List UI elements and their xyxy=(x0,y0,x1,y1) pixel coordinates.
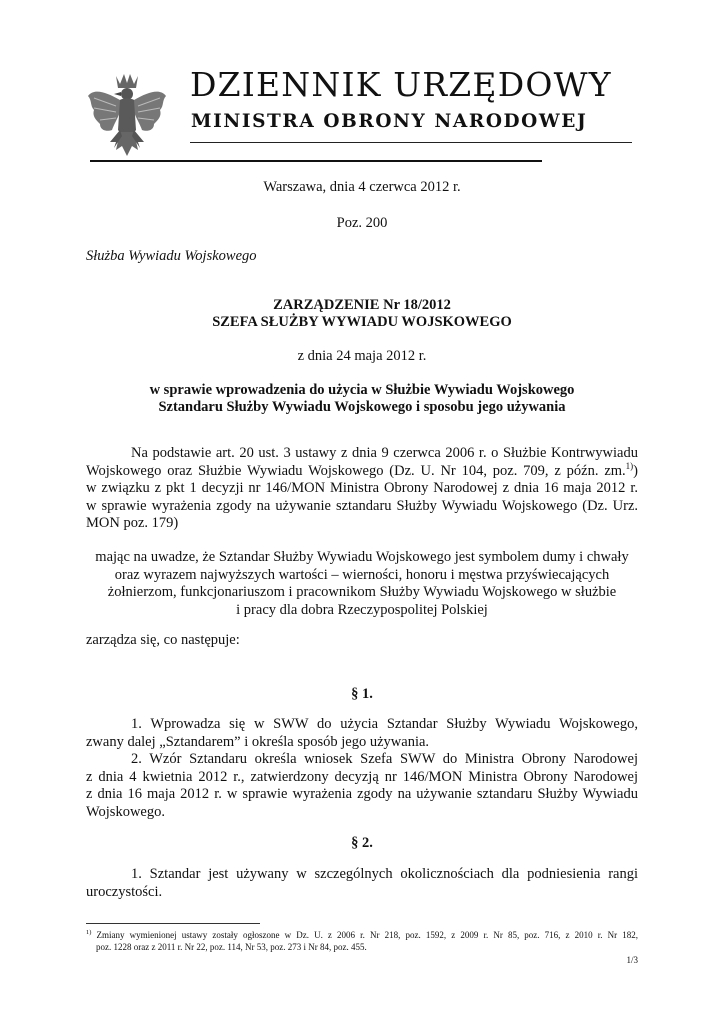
section-2-body xyxy=(86,866,638,901)
journal-title: DZIENNIK URZĘDOWY xyxy=(190,65,612,104)
section-line: uroczystości. xyxy=(86,883,163,900)
preamble-line: w sprawie wyrażenia zgody na używanie sztandaru Służby Wywiadu Wojskowego (Dz. Urz. xyxy=(86,497,638,514)
header-rule-thick xyxy=(90,160,542,162)
footnote-reference: 1) xyxy=(625,460,634,471)
footnote-text: Zmiany wymienionej ustawy zostały ogłoszone w Dz. U. z 2006 r. Nr 218, poz. 1592, z 2009 r. Nr 85, poz. 716, z 2010 r. Nr 182, xyxy=(96,930,638,940)
section-line: 1. Sztandar jest używany w szczególnych okolicznościach dla podniesienia rangi xyxy=(131,866,638,882)
journal-subtitle: MINISTRA OBRONY NARODOWEJ xyxy=(191,111,588,132)
section-1-heading: § 1. xyxy=(351,686,373,702)
footnote-line xyxy=(86,929,638,941)
preamble-line: mając na uwadze, że Sztandar Służby Wywiadu Wojskowego jest symbolem dumy i chwały xyxy=(95,549,629,565)
act-subject-line2: Sztandaru Służby Wywiadu Wojskowego i sposobu jego używania xyxy=(158,399,566,415)
preamble-line: Na podstawie art. 20 ust. 3 ustawy z dnia 9 czerwca 2006 r. o Służbie Kontrwywiadu xyxy=(131,445,638,461)
act-subject-line1: w sprawie wprowadzenia do użycia w Służbie Wywiadu Wojskowego xyxy=(149,382,575,398)
preamble-line: MON poz. 179) xyxy=(86,515,179,531)
section-line: 2. Wzór Sztandaru określa wniosek Szefa SWW do Ministra Obrony Narodowej xyxy=(131,751,638,767)
footnote-separator xyxy=(86,923,260,924)
preamble-line xyxy=(86,460,638,481)
preamble-line: i pracy dla dobra Rzeczypospolitej Polskiej xyxy=(236,601,488,618)
footnote-marker: 1) xyxy=(86,929,92,936)
section-line: zwany dalej „Sztandarem” i określa sposób jego używania. xyxy=(86,733,430,750)
position-number: Poz. 200 xyxy=(336,215,388,231)
page-number: 1/3 xyxy=(626,955,638,965)
section-line: z dnia 16 maja 2012 r. w sprawie wyrażenia zgody na używanie sztandaru Służby Wywiadu xyxy=(86,786,638,802)
issuer: Służba Wywiadu Wojskowego xyxy=(86,248,257,264)
preamble-paragraph-1 xyxy=(86,445,638,533)
act-date: z dnia 24 maja 2012 r. xyxy=(297,348,427,364)
enactment-clause: zarządza się, co następuje: xyxy=(86,632,240,648)
place-date: Warszawa, dnia 4 czerwca 2012 r. xyxy=(263,179,461,195)
section-line: Wojskowego. xyxy=(86,803,165,820)
section-line: 1. Wprowadza się w SWW do użycia Sztandar Służby Wywiadu Wojskowego, xyxy=(131,716,638,732)
act-title-line2: SZEFA SŁUŻBY WYWIADU WOJSKOWEGO xyxy=(212,314,512,330)
footnote-line: poz. 1228 oraz z 2011 r. Nr 22, poz. 114, Nr 53, poz. 273 i Nr 84, poz. 455. xyxy=(96,942,367,952)
preamble-line: w związku z pkt 1 decyzji nr 146/MON Ministra Obrony Narodowej z dnia 16 maja 2012 r. xyxy=(86,480,638,496)
section-1-body xyxy=(86,716,638,821)
preamble-paragraph-2 xyxy=(86,549,638,619)
preamble-line: żołnierzom, funkcjonariuszom i pracownikom Służby Wywiadu Wojskowego w służbie xyxy=(107,584,617,600)
preamble-line-text: Wojskowego oraz Służbie Wywiadu Wojskowego (Dz. U. Nr 104, poz. 709, z późn. zm. xyxy=(86,462,626,479)
header-rule-thin xyxy=(190,142,632,143)
section-line: z dnia 4 kwietnia 2012 r., zatwierdzony decyzją nr 146/MON Ministra Obrony Narodowej xyxy=(86,768,638,785)
section-2-heading: § 2. xyxy=(351,835,373,851)
polish-eagle-emblem-icon xyxy=(86,70,168,162)
footnote xyxy=(86,929,638,953)
act-title-line1: ZARZĄDZENIE Nr 18/2012 xyxy=(273,297,451,313)
preamble-line-text: ) xyxy=(633,462,638,479)
preamble-line: oraz wyrazem najwyższych wartości – wierności, honoru i męstwa przyświecających xyxy=(114,566,610,583)
